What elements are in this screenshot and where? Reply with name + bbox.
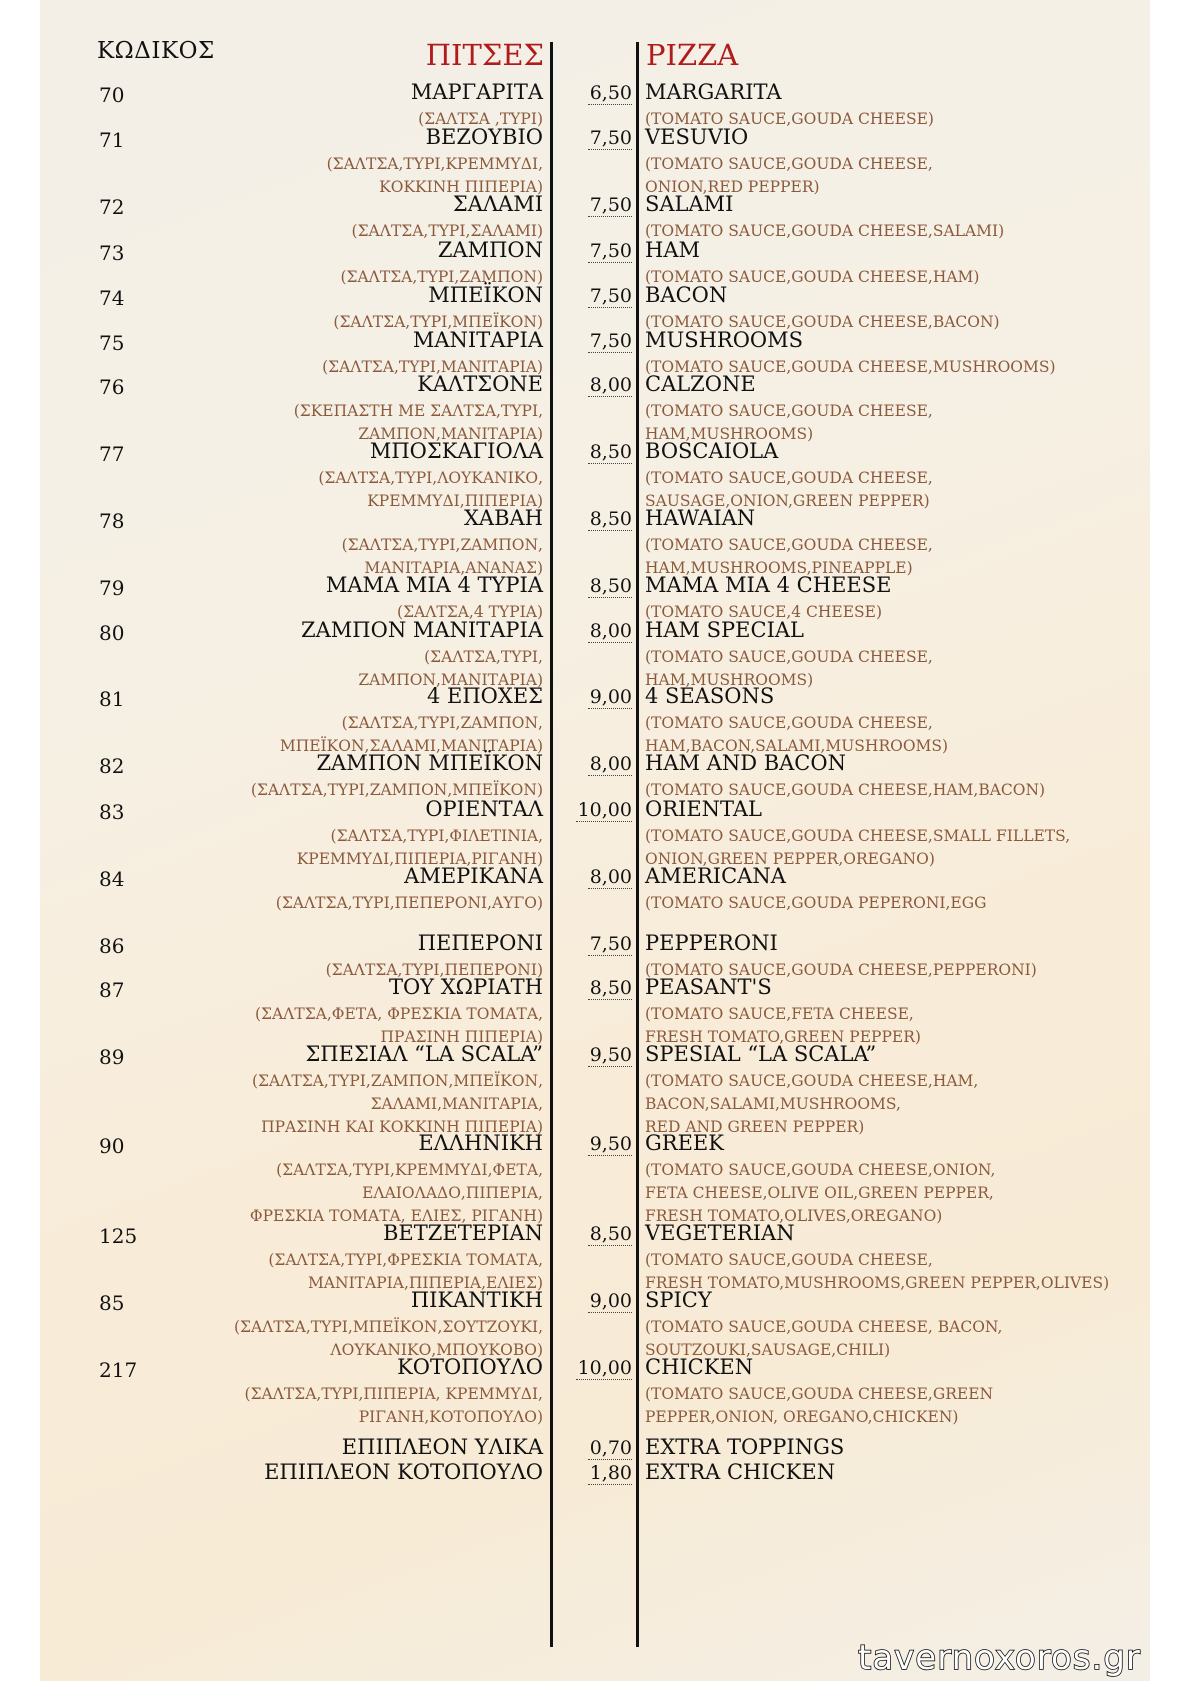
item-name-greek: ΒΕΤΖΕΤΕΡΙΑΝ xyxy=(383,1221,543,1245)
item-code: 73 xyxy=(99,241,125,265)
item-name-greek: ΜΑΜΑ ΜΙΑ 4 ΤΥΡΙΑ xyxy=(325,573,543,597)
item-name-greek: 4 ΕΠΟΧΕΣ xyxy=(426,684,543,708)
code-column-header: ΚΩΔΙΚΟΣ xyxy=(97,38,215,64)
item-code: 71 xyxy=(99,128,125,152)
item-code: 82 xyxy=(99,754,125,778)
item-code: 83 xyxy=(99,800,125,824)
item-description-greek: ΠΡΑΣΙΝΗ ΚΑΙ ΚΟΚΚΙΝΗ ΠΙΠΕΡΙΑ) xyxy=(261,1118,543,1136)
item-description-english: (TOMATO SAUCE,GOUDA PEPERONI,EGG xyxy=(645,894,987,912)
item-code: 74 xyxy=(99,286,125,310)
item-price-value: 7,50 xyxy=(589,330,632,352)
item-description-english: (TOMATO SAUCE,4 CHEESE) xyxy=(645,603,883,621)
item-name-english: SPICY xyxy=(645,1288,712,1312)
item-name-english: VESUVIO xyxy=(645,125,749,149)
item-description-english: (TOMATO SAUCE,GOUDA CHEESE,SMALL FILLETS, xyxy=(645,827,1071,845)
item-description-greek: (ΣΑΛΤΣΑ,ΤΥΡΙ,ΣΑΛΑΜΙ) xyxy=(351,222,543,240)
item-price-value: 8,50 xyxy=(589,441,632,463)
item-code: 125 xyxy=(99,1224,138,1248)
item-description-english: (TOMATO SAUCE,GOUDA CHEESE, BACON, xyxy=(645,1318,1003,1336)
item-name-greek: ΒΕΖΟΥΒΙΟ xyxy=(425,125,543,149)
item-name-english: CALZONE xyxy=(645,372,756,396)
item-name-english: HAM AND BACON xyxy=(645,751,846,775)
item-description-greek: (ΣΑΛΤΣΑ,ΤΥΡΙ,ΖΑΜΠΟΝ,ΜΠΕΪΚΟΝ) xyxy=(250,781,543,799)
item-description-greek: (ΣΑΛΤΣΑ,ΤΥΡΙ,ΚΡΕΜΜΥΔΙ, xyxy=(326,155,543,173)
item-price xyxy=(548,977,632,999)
item-code: 75 xyxy=(99,331,125,355)
item-price-value: 9,00 xyxy=(589,1290,632,1312)
item-code: 79 xyxy=(99,576,125,600)
item-description-english: (TOMATO SAUCE,GOUDA CHEESE,ONION, xyxy=(645,1161,996,1179)
item-code: 77 xyxy=(99,442,125,466)
item-description-english: (TOMATO SAUCE,GOUDA CHEESE,PEPPERONI) xyxy=(645,961,1037,979)
item-code: 84 xyxy=(99,867,125,891)
item-description-greek: ΚΟΚΚΙΝΗ ΠΙΠΕΡΙΑ) xyxy=(379,178,543,196)
item-description-english: (TOMATO SAUCE,GOUDA CHEESE, xyxy=(645,1251,933,1269)
item-price xyxy=(548,933,632,955)
item-price xyxy=(548,194,632,216)
item-description-greek: (ΣΑΛΤΣΑ ,ΤΥΡΙ) xyxy=(418,110,543,128)
item-price xyxy=(548,686,632,708)
item-description-greek: (ΣΑΛΤΣΑ,ΤΥΡΙ,ΛΟΥΚΑΝΙΚΟ, xyxy=(318,469,543,487)
item-price xyxy=(548,1133,632,1155)
item-description-greek: ΖΑΜΠΟΝ,ΜΑΝΙΤΑΡΙΑ) xyxy=(358,671,543,689)
item-price-value: 7,50 xyxy=(589,194,632,216)
item-name-greek: ΑΜΕΡΙΚΑΝΑ xyxy=(404,864,543,888)
item-price-value: 10,00 xyxy=(577,1357,632,1379)
item-description-greek: (ΣΑΛΤΣΑ,ΤΥΡΙ,ΜΑΝΙΤΑΡΙΑ) xyxy=(322,358,543,376)
item-price-value: 8,00 xyxy=(589,866,632,888)
item-name-english: SPESIAL “LA SCALA” xyxy=(645,1042,877,1066)
item-description-english: (TOMATO SAUCE,GOUDA CHEESE,SALAMI) xyxy=(645,222,1005,240)
item-name-greek: ΜΑΝΙΤΑΡΙΑ xyxy=(412,328,543,352)
item-description-greek: (ΣΑΛΤΣΑ,ΤΥΡΙ,ΖΑΜΠΟΝ, xyxy=(341,536,543,554)
item-code: 90 xyxy=(99,1134,125,1158)
item-code: 72 xyxy=(99,195,125,219)
extra-name-greek: ΕΠΙΠΛΕΟΝ ΚΟΤΟΠΟΥΛΟ xyxy=(264,1460,543,1484)
item-name-greek: ΟΡΙΕΝΤΑΛ xyxy=(425,797,543,821)
item-name-english: HAM xyxy=(645,238,700,262)
item-price-value: 8,00 xyxy=(589,620,632,642)
item-name-greek: ΖΑΜΠΟΝ xyxy=(437,238,543,262)
item-price xyxy=(548,374,632,396)
item-price xyxy=(548,508,632,530)
item-price-value: 9,50 xyxy=(589,1044,632,1066)
item-name-greek: ΚΟΤΟΠΟΥΛΟ xyxy=(397,1355,543,1379)
item-description-greek: (ΣΑΛΤΣΑ,ΤΥΡΙ,ΠΕΠΕΡΟΝΙ,ΑΥΓΟ) xyxy=(275,894,543,912)
item-description-english: (TOMATO SAUCE,GOUDA CHEESE,HAM, xyxy=(645,1072,979,1090)
item-description-greek: (ΣΑΛΤΣΑ,ΤΥΡΙ,ΦΙΛΕΤΙΝΙΑ, xyxy=(330,827,543,845)
item-code: 85 xyxy=(99,1291,125,1315)
item-name-greek: ΠΙΚΑΝΤΙΚΗ xyxy=(410,1288,543,1312)
item-price-value: 9,00 xyxy=(589,686,632,708)
item-description-english: SAUSAGE,ONION,GREEN PEPPER) xyxy=(645,492,930,510)
item-code: 89 xyxy=(99,1045,125,1069)
item-price xyxy=(548,441,632,463)
item-description-greek: ΖΑΜΠΟΝ,ΜΑΝΙΤΑΡΙΑ) xyxy=(358,425,543,443)
item-description-english: BACON,SALAMI,MUSHROOMS, xyxy=(645,1095,901,1113)
item-description-greek: (ΣΑΛΤΣΑ,ΤΥΡΙ,ΖΑΜΠΟΝ,ΜΠΕΪΚΟΝ, xyxy=(251,1072,543,1090)
item-price xyxy=(548,330,632,352)
extra-price-value: 1,80 xyxy=(589,1462,632,1484)
item-description-greek: (ΣΑΛΤΣΑ,ΤΥΡΙ,ΠΙΠΕΡΙΑ, ΚΡΕΜΜΥΔΙ, xyxy=(244,1385,543,1403)
item-price-value: 7,50 xyxy=(589,240,632,262)
item-price xyxy=(548,1290,632,1312)
item-price-value: 8,00 xyxy=(589,753,632,775)
column-divider-right xyxy=(636,42,639,1647)
item-description-greek: (ΣΑΛΤΣΑ,ΤΥΡΙ,ΚΡΕΜΜΥΔΙ,ΦΕΤΑ, xyxy=(276,1161,543,1179)
item-description-greek: (ΣΑΛΤΣΑ,ΦΕΤΑ, ΦΡΕΣΚΙΑ ΤΟΜΑΤΑ, xyxy=(254,1005,543,1023)
item-description-english: HAM,MUSHROOMS,PINEAPPLE) xyxy=(645,559,913,577)
item-description-english: PEPPER,ONION, OREGANO,CHICKEN) xyxy=(645,1408,959,1426)
item-price-value: 7,50 xyxy=(589,933,632,955)
greek-section-title: ΠΙΤΣΕΣ xyxy=(425,38,544,72)
item-price xyxy=(548,753,632,775)
item-price xyxy=(548,575,632,597)
item-name-greek: ΜΠΕΪΚΟΝ xyxy=(428,283,543,307)
item-description-english: FRESH TOMATO,GREEN PEPPER) xyxy=(645,1028,921,1046)
item-description-greek: ΠΡΑΣΙΝΗ ΠΙΠΕΡΙΑ) xyxy=(380,1028,543,1046)
item-price xyxy=(548,620,632,642)
item-description-english: (TOMATO SAUCE,GOUDA CHEESE,BACON) xyxy=(645,313,1000,331)
item-description-greek: (ΣΑΛΤΣΑ,ΤΥΡΙ, xyxy=(424,648,543,666)
item-description-english: (TOMATO SAUCE,GOUDA CHEESE, xyxy=(645,402,933,420)
item-description-english: FETA CHEESE,OLIVE OIL,GREEN PEPPER, xyxy=(645,1184,994,1202)
item-description-english: HAM,MUSHROOMS) xyxy=(645,425,814,443)
extra-price xyxy=(548,1462,632,1484)
item-description-greek: (ΣΑΛΤΣΑ,ΤΥΡΙ,ΖΑΜΠΟΝ, xyxy=(341,714,543,732)
item-code: 80 xyxy=(99,621,125,645)
item-price-value: 10,00 xyxy=(577,799,632,821)
item-description-greek: ΣΑΛΑΜΙ,ΜΑΝΙΤΑΡΙΑ, xyxy=(370,1095,543,1113)
item-name-english: PEASANT'S xyxy=(645,975,772,999)
item-description-greek: ΦΡΕΣΚΙΑ ΤΟΜΑΤΑ, ΕΛΙΕΣ, ΡΙΓΑΝΗ) xyxy=(249,1207,543,1225)
item-description-english: (TOMATO SAUCE,GOUDA CHEESE,HAM,BACON) xyxy=(645,781,1046,799)
item-description-greek: ΛΟΥΚΑΝΙΚΟ,ΜΠΟΥΚΟΒΟ) xyxy=(330,1341,543,1359)
item-description-greek: ΜΠΕΪΚΟΝ,ΣΑΛΑΜΙ,ΜΑΝΙΤΑΡΙΑ) xyxy=(279,737,543,755)
item-description-english: ONION,GREEN PEPPER,OREGANO) xyxy=(645,850,935,868)
item-description-english: HAM,BACON,SALAMI,MUSHROOMS) xyxy=(645,737,949,755)
item-price xyxy=(548,1357,632,1379)
item-price xyxy=(548,866,632,888)
item-price xyxy=(548,799,632,821)
item-name-greek: ΣΠΕΣΙΑΛ “LA SCALA” xyxy=(305,1042,543,1066)
item-code: 87 xyxy=(99,978,125,1002)
item-description-english: FRESH TOMATO,OLIVES,OREGANO) xyxy=(645,1207,943,1225)
item-price xyxy=(548,1044,632,1066)
item-price-value: 8,50 xyxy=(589,575,632,597)
item-name-greek: ΕΛΛΗΝΙΚΗ xyxy=(418,1131,543,1155)
extra-name-english: EXTRA TOPPINGS xyxy=(645,1435,845,1459)
item-description-english: (TOMATO SAUCE,GOUDA CHEESE, xyxy=(645,648,933,666)
item-name-greek: ΧΑΒΑΗ xyxy=(463,506,543,530)
item-name-english: CHICKEN xyxy=(645,1355,754,1379)
item-name-english: GREEK xyxy=(645,1131,724,1155)
item-code: 78 xyxy=(99,509,125,533)
item-name-greek: ΖΑΜΠΟΝ ΜΠΕΪΚΟΝ xyxy=(316,751,543,775)
item-name-english: HAM SPECIAL xyxy=(645,618,804,642)
item-description-greek: (ΣΑΛΤΣΑ,ΤΥΡΙ,ΜΠΕΪΚΟΝ) xyxy=(333,313,543,331)
item-price-value: 7,50 xyxy=(589,127,632,149)
item-code: 86 xyxy=(99,934,125,958)
item-name-english: MAMA MIA 4 CHEESE xyxy=(645,573,892,597)
extra-name-greek: ΕΠΙΠΛΕΟΝ ΥΛΙΚΑ xyxy=(341,1435,543,1459)
item-description-english: SOUTZOUKI,SAUSAGE,CHILI) xyxy=(645,1341,891,1359)
item-name-greek: ΚΑΛΤΣΟΝΕ xyxy=(417,372,543,396)
item-description-english: HAM,MUSHROOMS) xyxy=(645,671,814,689)
item-name-english: ORIENTAL xyxy=(645,797,762,821)
item-description-greek: (ΣΑΛΤΣΑ,ΤΥΡΙ,ΜΠΕΪΚΟΝ,ΣΟΥΤΖΟΥΚΙ, xyxy=(233,1318,543,1336)
item-description-english: (TOMATO SAUCE,GOUDA CHEESE, xyxy=(645,714,933,732)
item-description-english: (TOMATO SAUCE,GOUDA CHEESE,GREEN xyxy=(645,1385,994,1403)
item-description-english: (TOMATO SAUCE,GOUDA CHEESE) xyxy=(645,110,934,128)
watermark: tavernoxoros.gr xyxy=(858,1638,1141,1678)
item-description-english: (TOMATO SAUCE,GOUDA CHEESE, xyxy=(645,469,933,487)
item-name-greek: ΠΕΠΕΡΟΝΙ xyxy=(417,931,543,955)
english-section-title: PIZZA xyxy=(646,38,739,72)
item-description-english: (TOMATO SAUCE,GOUDA CHEESE, xyxy=(645,536,933,554)
item-description-greek: (ΣΑΛΤΣΑ,ΤΥΡΙ,ΦΡΕΣΚΙΑ ΤΟΜΑΤΑ, xyxy=(268,1251,543,1269)
item-price-value: 6,50 xyxy=(589,82,632,104)
item-description-greek: (ΣΑΛΤΣΑ,ΤΥΡΙ,ΖΑΜΠΟΝ) xyxy=(340,268,543,286)
item-description-greek: ΚΡΕΜΜΥΔΙ,ΠΙΠΕΡΙΑ) xyxy=(367,492,543,510)
item-description-greek: (ΣΑΛΤΣΑ,ΤΥΡΙ,ΠΕΠΕΡΟΝΙ) xyxy=(325,961,543,979)
item-price xyxy=(548,127,632,149)
item-price-value: 8,50 xyxy=(589,1223,632,1245)
item-name-english: PEPPERONI xyxy=(645,931,778,955)
item-description-greek: ΜΑΝΙΤΑΡΙΑ,ΑΝΑΝΑΣ) xyxy=(364,559,543,577)
item-price-value: 7,50 xyxy=(589,285,632,307)
item-description-greek: ΜΑΝΙΤΑΡΙΑ,ΠΙΠΕΡΙΑ,ΕΛΙΕΣ) xyxy=(307,1274,543,1292)
item-price-value: 8,50 xyxy=(589,508,632,530)
item-price-value: 9,50 xyxy=(589,1133,632,1155)
item-price-value: 8,50 xyxy=(589,977,632,999)
item-price xyxy=(548,285,632,307)
item-code: 217 xyxy=(99,1358,138,1382)
item-description-english: (TOMATO SAUCE,GOUDA CHEESE, xyxy=(645,155,933,173)
item-code: 70 xyxy=(99,83,125,107)
item-name-english: AMERICANA xyxy=(645,864,786,888)
item-name-english: BACON xyxy=(645,283,728,307)
item-description-english: (TOMATO SAUCE,GOUDA CHEESE,HAM) xyxy=(645,268,980,286)
item-description-english: (TOMATO SAUCE,FETA CHEESE, xyxy=(645,1005,914,1023)
item-name-english: MUSHROOMS xyxy=(645,328,804,352)
item-price-value: 8,00 xyxy=(589,374,632,396)
item-description-greek: ΡΙΓΑΝΗ,ΚΟΤΟΠΟΥΛΟ) xyxy=(358,1408,543,1426)
item-description-greek: ΕΛΑΙΟΛΑΔΟ,ΠΙΠΕΡΙΑ, xyxy=(362,1184,543,1202)
item-description-english: RED AND GREEN PEPPER) xyxy=(645,1118,865,1136)
item-name-english: HAWAIAN xyxy=(645,506,756,530)
item-name-greek: ΖΑΜΠΟΝ ΜΑΝΙΤΑΡΙΑ xyxy=(301,618,543,642)
item-code: 81 xyxy=(99,687,125,711)
item-price xyxy=(548,82,632,104)
column-divider-left xyxy=(550,42,553,1647)
item-description-english: FRESH TOMATO,MUSHROOMS,GREEN PEPPER,OLIVES) xyxy=(645,1274,1110,1292)
item-description-greek: (ΣΑΛΤΣΑ,4 ΤΥΡΙΑ) xyxy=(397,603,543,621)
extra-price-value: 0,70 xyxy=(589,1437,632,1459)
item-name-greek: ΜΑΡΓΑΡΙΤΑ xyxy=(410,80,543,104)
item-description-english: (TOMATO SAUCE,GOUDA CHEESE,MUSHROOMS) xyxy=(645,358,1056,376)
item-description-greek: (ΣΚΕΠΑΣΤΗ ΜΕ ΣΑΛΤΣΑ,ΤΥΡΙ, xyxy=(293,402,543,420)
item-name-english: VEGETERIAN xyxy=(645,1221,795,1245)
item-name-english: BOSCAIOLA xyxy=(645,439,779,463)
item-name-greek: ΣΑΛΑΜΙ xyxy=(452,192,543,216)
item-price xyxy=(548,1223,632,1245)
item-name-english: MARGARITA xyxy=(645,80,782,104)
item-code: 76 xyxy=(99,375,125,399)
item-description-english: ONION,RED PEPPER) xyxy=(645,178,820,196)
item-name-greek: ΜΠΟΣΚΑΓΙΟΛΑ xyxy=(369,439,543,463)
item-name-english: 4 SEASONS xyxy=(645,684,775,708)
extra-price xyxy=(548,1437,632,1459)
item-price xyxy=(548,240,632,262)
item-name-english: SALAMI xyxy=(645,192,734,216)
extra-name-english: EXTRA CHICKEN xyxy=(645,1460,836,1484)
item-description-greek: ΚΡΕΜΜΥΔΙ,ΠΙΠΕΡΙΑ,ΡΙΓΑΝΗ) xyxy=(296,850,543,868)
item-name-greek: ΤΟΥ ΧΩΡΙΑΤΗ xyxy=(388,975,543,999)
